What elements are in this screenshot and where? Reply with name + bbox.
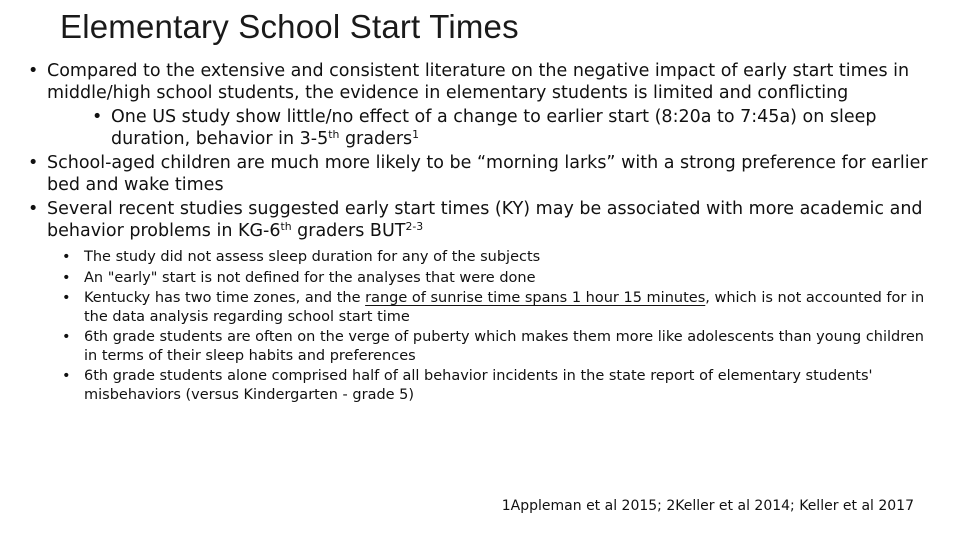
bullet-recent-studies (28, 198, 928, 242)
bullet-text: An "early" start is not defined for the analyses that were done (84, 269, 536, 286)
superscript: th (280, 220, 292, 234)
bullet-text: graders (339, 129, 413, 149)
citation-superscript: 2-3 (405, 220, 424, 234)
bullet-text: School-aged children are much more likely to be “morning larks” with a strong preference for earlier bed and wake times (47, 153, 928, 195)
bullet-text: Compared to the extensive and consistent literature on the negative impact of early start times in middle/high school students, the evidence in elementary students is limited and conflicting (47, 61, 910, 103)
bullet-literature (28, 60, 928, 104)
slide-body (28, 60, 928, 406)
superscript: th (328, 128, 340, 142)
sub-bullet-behavior-incidents (28, 367, 928, 404)
bullet-us-study (28, 106, 928, 150)
bullet-marker: • (62, 249, 71, 265)
slide-title: Elementary School Start Times (60, 8, 519, 45)
bullet-marker: • (62, 329, 71, 345)
bullet-marker: • (28, 61, 39, 81)
sub-bullet-puberty (28, 328, 928, 365)
bullet-text: The study did not assess sleep duration for any of the subjects (84, 249, 541, 265)
sub-bullet-early-start (28, 269, 928, 288)
bullet-marker: • (62, 368, 71, 384)
bullet-text: One US study show little/no effect of a change to earlier start (8:20a to 7:45a) on sleep duration, behavior in 3-5 (111, 107, 877, 149)
bullet-marker: • (62, 290, 71, 306)
bullet-marker: • (92, 107, 103, 127)
sub-bullet-list (28, 248, 928, 404)
underlined-text: range of sunrise time spans 1 hour 15 minutes (365, 290, 706, 306)
references: 1Appleman et al 2015; 2Keller et al 2014; Keller et al 2017 (501, 498, 914, 514)
bullet-morning-larks (28, 152, 928, 196)
sub-bullet-sleep-duration (28, 248, 928, 267)
bullet-marker: • (28, 199, 39, 219)
bullet-text: Kentucky has two time zones, and the (84, 290, 366, 306)
bullet-text: Several recent studies suggested early start times (KY) may be associated with more academic and behavior problems in KG-6 (47, 199, 923, 241)
bullet-marker: • (62, 269, 71, 286)
bullet-text: , which is not accounted for in the data analysis regarding school start time (84, 290, 925, 325)
bullet-marker: • (28, 153, 39, 173)
bullet-text: graders BUT (291, 221, 406, 241)
citation-superscript: 1 (412, 128, 420, 142)
bullet-text: 6th grade students alone comprised half of all behavior incidents in the state report of elementary students' misbehaviors (versus Kindergarten - grade 5) (84, 368, 873, 403)
bullet-text: 6th grade students are often on the verge of puberty which makes them more like adolescents than young children in terms of their sleep habits and preferences (84, 329, 925, 364)
sub-bullet-time-zones (28, 289, 928, 326)
